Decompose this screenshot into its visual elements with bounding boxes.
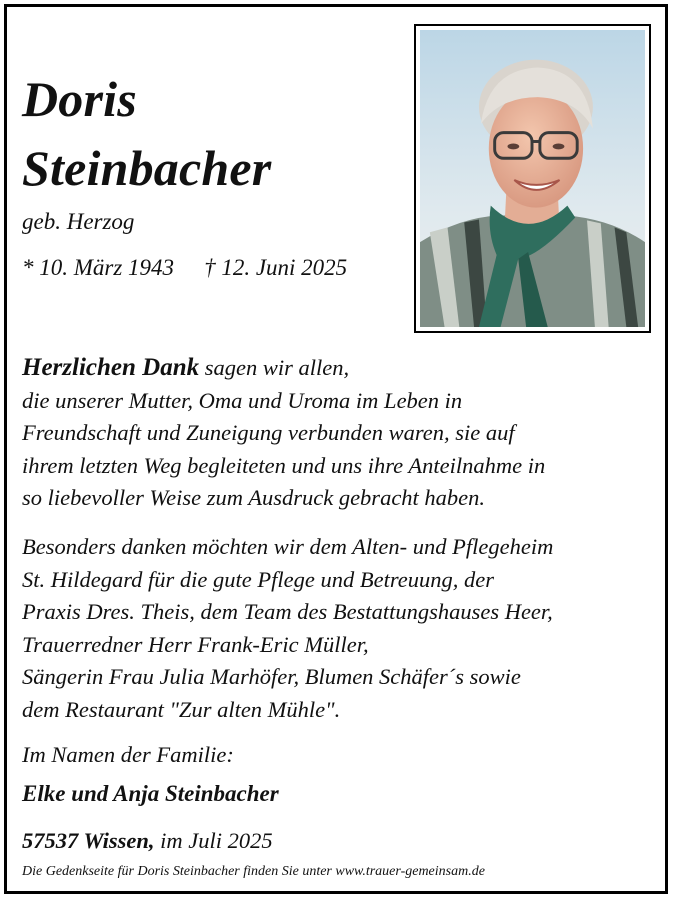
place-month: im Juli 2025 (154, 828, 273, 853)
special-thanks-line: Besonders danken möchten wir dem Alten- und Pflegeheim (22, 534, 554, 559)
thanks-line: Freundschaft und Zuneigung verbunden waren, sie auf (22, 420, 515, 445)
signature-intro: Im Namen der Familie: (22, 742, 234, 767)
memorial-page-note: Die Gedenkseite für Doris Steinbacher finden Sie unter www.trauer-gemeinsam.de (22, 864, 485, 879)
thanks-introduction (22, 352, 662, 515)
thanks-lead-line (22, 352, 662, 385)
special-thanks-line: Praxis Dres. Theis, dem Team des Bestattungshauses Heer, (22, 599, 553, 624)
place-date (22, 827, 273, 854)
thanks-heading: Herzlichen Dank (22, 354, 200, 381)
special-thanks (22, 531, 662, 726)
thanks-line: ihrem letzten Weg begleiteten und uns ihre Anteilnahme in (22, 452, 546, 478)
deceased-last-name: Steinbacher (22, 140, 272, 196)
deceased-first-name: Doris (22, 71, 137, 127)
place-city: 57537 Wissen, (22, 828, 155, 853)
thanks-line: die unserer Mutter, Oma und Uroma im Leben in (22, 387, 463, 413)
special-thanks-line: dem Restaurant "Zur alten Mühle". (22, 696, 341, 722)
special-thanks-line: Sängerin Frau Julia Marhöfer, Blumen Schäfer´s sowie (22, 664, 521, 689)
birth-date: * 10. März 1943 (22, 255, 175, 280)
special-thanks-line: Trauerredner Herr Frank-Eric Müller, (22, 631, 369, 657)
life-dates (22, 254, 347, 282)
thanks-lead-rest: sagen wir allen, (199, 355, 350, 380)
death-date: † 12. Juni 2025 (204, 255, 348, 280)
signature-names: Elke und Anja Steinbacher (22, 781, 279, 806)
portrait-photo-frame (414, 24, 651, 333)
thanks-line: so liebevoller Weise zum Ausdruck gebracht haben. (22, 485, 486, 510)
portrait-photo (420, 30, 645, 327)
special-thanks-line: St. Hildegard für die gute Pflege und Betreuung, der (22, 566, 494, 592)
maiden-name: geb. Herzog (22, 209, 135, 234)
